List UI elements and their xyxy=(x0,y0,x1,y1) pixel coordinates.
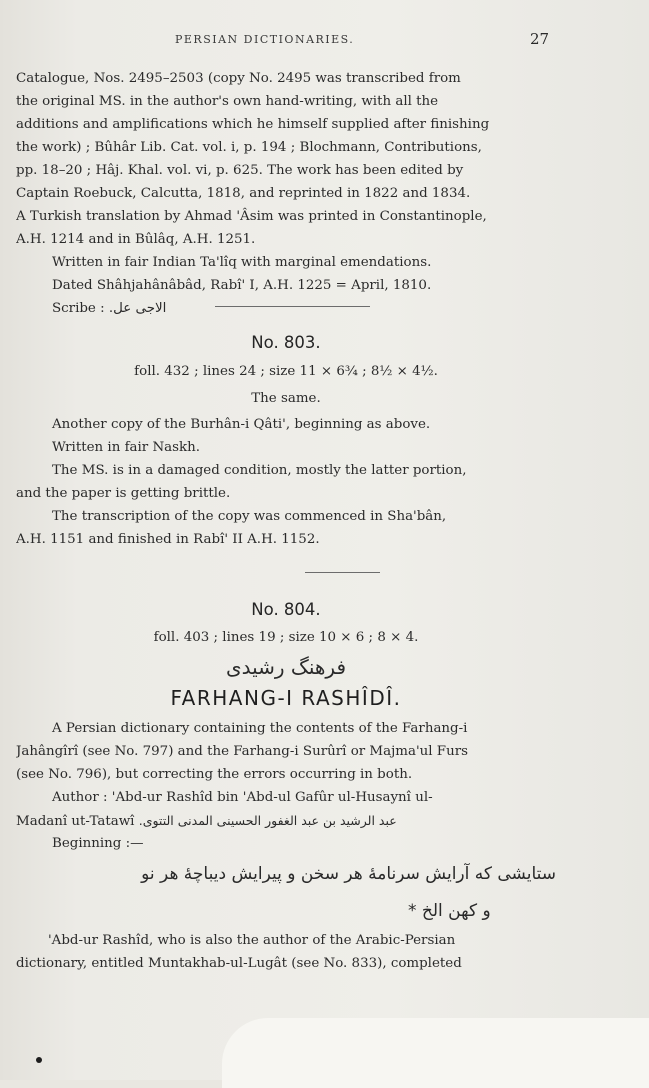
text-line: pp. 18–20 ; Hâj. Khal. vol. vi, p. 625. The work has been edited by xyxy=(16,163,464,178)
page-number: 27 xyxy=(530,30,550,48)
entry-number: No. 803. xyxy=(251,333,321,352)
running-head-title: PERSIAN DICTIONARIES. xyxy=(175,33,355,46)
ink-dot xyxy=(36,1057,42,1063)
text-line: the work) ; Bûhâr Lib. Cat. vol. i, p. 194 ; Blochmann, Contributions, xyxy=(16,140,482,155)
entry-802-tail xyxy=(16,67,556,320)
divider xyxy=(215,306,370,307)
text-line: additions and amplifications which he himself supplied after finishing xyxy=(16,117,490,132)
text-line: Another copy of the Burhân-i Qâti', beginning as above. xyxy=(52,417,431,432)
folio-info: foll. 403 ; lines 19 ; size 10 × 6 ; 8 × 4. xyxy=(153,630,419,645)
text-line: Written in fair Naskh. xyxy=(52,440,201,455)
text-line: The MS. is in a damaged condition, mostly the latter portion, xyxy=(52,463,467,478)
text-line: Captain Roebuck, Calcutta, 1818, and reprinted in 1822 and 1834. xyxy=(16,186,471,201)
text-line: the original MS. in the author's own hand-writing, with all the xyxy=(16,94,439,109)
text-line: Jahângîrî (see No. 797) and the Farhang-i Surûrî or Majma'ul Furs xyxy=(16,744,468,759)
paper-blemish xyxy=(222,1018,649,1088)
author-line-2 xyxy=(16,809,556,832)
text-line: (see No. 796), but correcting the errors occurring in both. xyxy=(16,767,413,782)
scribe-label: Scribe : xyxy=(52,301,105,316)
text-line: A Turkish translation by Ahmad 'Âsim was printed in Constantinople, xyxy=(16,209,487,224)
text-line: Catalogue, Nos. 2495–2503 (copy No. 2495 was transcribed from xyxy=(16,71,461,86)
entry-804 xyxy=(16,597,556,975)
beginning-label: Beginning :— xyxy=(52,836,144,851)
text-line: A.H. 1151 and finished in Rabî' II A.H. 1152. xyxy=(16,532,320,547)
author-latin: Madanî ut-Tatawî xyxy=(16,814,135,829)
folio-info: foll. 432 ; lines 24 ; size 11 × 6¾ ; 8½ × 4½. xyxy=(134,364,438,379)
beginning-arabic-1: ستایشی که آرایش سرنامهٔ هر سخن و پیرایش دیباچهٔ هر نو xyxy=(141,864,556,884)
text-line: and the paper is getting brittle. xyxy=(16,486,231,501)
scribe-note xyxy=(16,297,556,320)
text-line: dictionary, entitled Muntakhab-ul-Lugât (see No. 833), completed xyxy=(16,956,462,971)
text-line: A.H. 1214 and in Bûlâq, A.H. 1251. xyxy=(16,232,256,247)
text-line: A Persian dictionary containing the contents of the Farhang-i xyxy=(52,721,468,736)
author-line: Author : 'Abd-ur Rashîd bin 'Abd-ul Gafûr ul-Husaynî ul- xyxy=(52,790,433,805)
entry-title: FARHANG-I RASHÎDÎ. xyxy=(170,686,402,710)
author-arabic: عبد الرشید بن عبد الغفور الحسینی المدنی التتوی. xyxy=(138,813,397,828)
entry-title: The same. xyxy=(251,391,321,406)
scribe-arabic: الاجی عل. xyxy=(108,301,167,316)
running-head xyxy=(0,30,649,53)
text-line: 'Abd-ur Rashîd, who is also the author of the Arabic-Persian xyxy=(48,933,456,948)
divider xyxy=(305,572,380,573)
text-line: The transcription of the copy was commenced in Sha'bân, xyxy=(52,509,447,524)
entry-803 xyxy=(16,330,556,551)
arabic-title: فرهنگ رشیدی xyxy=(225,655,347,679)
beginning-arabic-2: و کهن الخ * xyxy=(408,901,491,921)
dated-note: Dated Shâhjahânâbâd, Rabî' I, A.H. 1225 = April, 1810. xyxy=(52,278,432,293)
written-note: Written in fair Indian Ta'lîq with marginal emendations. xyxy=(52,255,432,270)
entry-number: No. 804. xyxy=(251,600,321,619)
